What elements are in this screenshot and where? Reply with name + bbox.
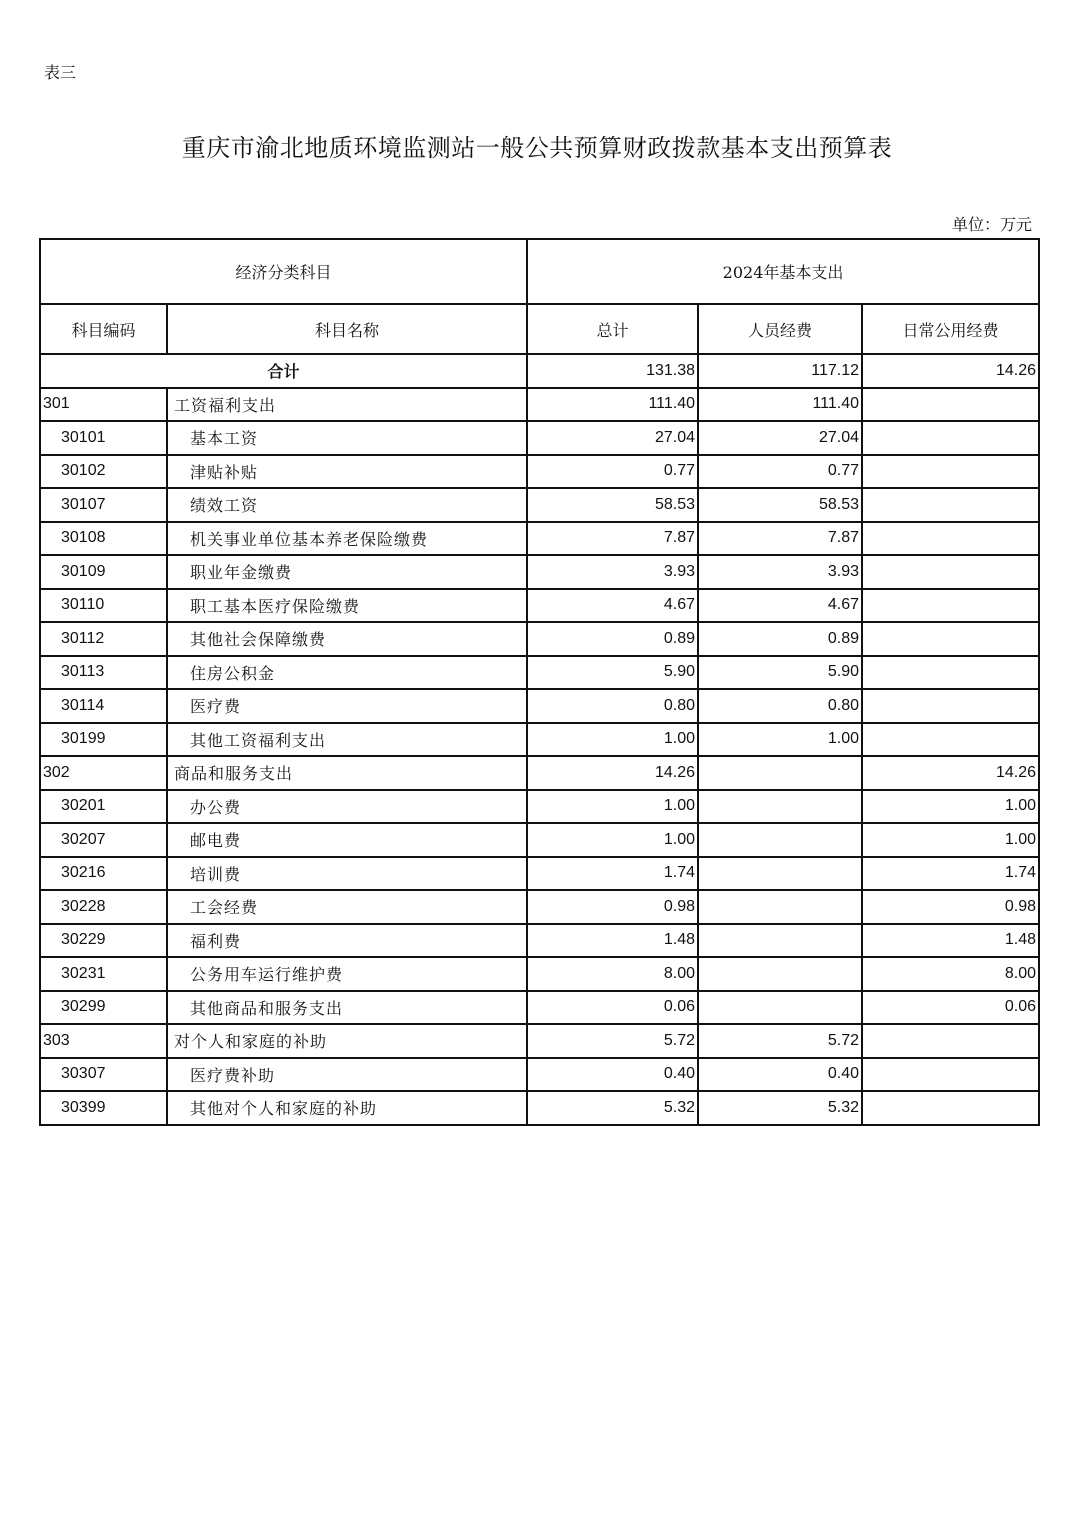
- row-total: 111.40: [527, 388, 698, 422]
- row-total: 0.80: [527, 689, 698, 723]
- row-personnel: 27.04: [698, 421, 862, 455]
- row-public: [862, 656, 1039, 690]
- row-total: 58.53: [527, 488, 698, 522]
- unit-note: 单位：万元: [951, 215, 1032, 234]
- table-row: [40, 890, 1039, 924]
- row-total: 1.74: [527, 857, 698, 891]
- row-code: 30108: [40, 522, 167, 556]
- row-name: 机关事业单位基本养老保险缴费: [167, 522, 527, 556]
- row-personnel: 58.53: [698, 488, 862, 522]
- table-row: [40, 823, 1039, 857]
- row-code: 30231: [40, 957, 167, 991]
- table-row: [40, 555, 1039, 589]
- header-name: 科目名称: [167, 304, 527, 354]
- header-public: 日常公用经费: [862, 304, 1039, 354]
- row-code: 30114: [40, 689, 167, 723]
- row-name: 对个人和家庭的补助: [167, 1024, 527, 1058]
- row-total: 4.67: [527, 589, 698, 623]
- row-personnel: 3.93: [698, 555, 862, 589]
- row-public: [862, 689, 1039, 723]
- row-code: 30228: [40, 890, 167, 924]
- row-personnel: 5.32: [698, 1091, 862, 1125]
- row-public: [862, 488, 1039, 522]
- budget-table: [39, 238, 1040, 1126]
- row-personnel: 1.00: [698, 723, 862, 757]
- row-personnel: [698, 823, 862, 857]
- table-row: [40, 723, 1039, 757]
- row-personnel: [698, 890, 862, 924]
- table-row: [40, 421, 1039, 455]
- row-public: [862, 522, 1039, 556]
- row-name: 医疗费: [167, 689, 527, 723]
- row-personnel: [698, 924, 862, 958]
- row-code: 30399: [40, 1091, 167, 1125]
- row-total: 8.00: [527, 957, 698, 991]
- table-row: [40, 656, 1039, 690]
- row-public: [862, 622, 1039, 656]
- row-total: 1.00: [527, 823, 698, 857]
- row-code: 30207: [40, 823, 167, 857]
- row-code: 301: [40, 388, 167, 422]
- row-code: 30102: [40, 455, 167, 489]
- header-econ-class: 经济分类科目: [40, 239, 527, 304]
- row-public: [862, 455, 1039, 489]
- row-code: 303: [40, 1024, 167, 1058]
- row-code: 30299: [40, 991, 167, 1025]
- row-personnel: [698, 991, 862, 1025]
- row-code: 30101: [40, 421, 167, 455]
- row-public: [862, 723, 1039, 757]
- table-row: [40, 756, 1039, 790]
- row-personnel: 0.77: [698, 455, 862, 489]
- row-public: 0.06: [862, 991, 1039, 1025]
- row-public: 8.00: [862, 957, 1039, 991]
- table-row: [40, 522, 1039, 556]
- row-name: 绩效工资: [167, 488, 527, 522]
- row-personnel: [698, 790, 862, 824]
- header-year-expense: 2024年基本支出: [527, 239, 1039, 304]
- row-code: 30201: [40, 790, 167, 824]
- row-code: 30216: [40, 857, 167, 891]
- row-code: 30113: [40, 656, 167, 690]
- row-name: 福利费: [167, 924, 527, 958]
- row-public: [862, 1091, 1039, 1125]
- row-name: 商品和服务支出: [167, 756, 527, 790]
- row-personnel: 5.90: [698, 656, 862, 690]
- row-public: 14.26: [862, 756, 1039, 790]
- row-name: 津贴补贴: [167, 455, 527, 489]
- header-code: 科目编码: [40, 304, 167, 354]
- row-personnel: [698, 857, 862, 891]
- row-code: 30229: [40, 924, 167, 958]
- row-personnel: 4.67: [698, 589, 862, 623]
- total-total: 131.38: [527, 354, 698, 388]
- row-name: 公务用车运行维护费: [167, 957, 527, 991]
- row-name: 办公费: [167, 790, 527, 824]
- row-public: 1.74: [862, 857, 1039, 891]
- table-row: [40, 1058, 1039, 1092]
- row-total: 1.48: [527, 924, 698, 958]
- row-personnel: 7.87: [698, 522, 862, 556]
- row-code: 30112: [40, 622, 167, 656]
- page-title: 重庆市渝北地质环境监测站一般公共预算财政拨款基本支出预算表: [181, 134, 893, 162]
- row-total: 0.40: [527, 1058, 698, 1092]
- row-public: 0.98: [862, 890, 1039, 924]
- row-name: 邮电费: [167, 823, 527, 857]
- table-row: [40, 388, 1039, 422]
- row-name: 其他对个人和家庭的补助: [167, 1091, 527, 1125]
- table-row: [40, 1091, 1039, 1125]
- row-name: 职工基本医疗保险缴费: [167, 589, 527, 623]
- row-name: 工会经费: [167, 890, 527, 924]
- row-name: 医疗费补助: [167, 1058, 527, 1092]
- row-personnel: 0.40: [698, 1058, 862, 1092]
- row-public: [862, 1024, 1039, 1058]
- row-name: 培训费: [167, 857, 527, 891]
- row-total: 0.06: [527, 991, 698, 1025]
- header-row-columns: [40, 304, 1039, 354]
- total-personnel: 117.12: [698, 354, 862, 388]
- total-row: [40, 354, 1039, 388]
- row-name: 职业年金缴费: [167, 555, 527, 589]
- row-total: 3.93: [527, 555, 698, 589]
- row-total: 14.26: [527, 756, 698, 790]
- row-public: [862, 1058, 1039, 1092]
- header-personnel: 人员经费: [698, 304, 862, 354]
- table-row: [40, 622, 1039, 656]
- row-total: 5.72: [527, 1024, 698, 1058]
- header-total: 总计: [527, 304, 698, 354]
- row-total: 0.89: [527, 622, 698, 656]
- row-total: 7.87: [527, 522, 698, 556]
- row-total: 1.00: [527, 723, 698, 757]
- row-public: 1.00: [862, 790, 1039, 824]
- row-code: 30109: [40, 555, 167, 589]
- row-personnel: 111.40: [698, 388, 862, 422]
- table-row: [40, 857, 1039, 891]
- table-row: [40, 488, 1039, 522]
- row-public: [862, 388, 1039, 422]
- row-personnel: 5.72: [698, 1024, 862, 1058]
- row-total: 5.90: [527, 656, 698, 690]
- table-row: [40, 1024, 1039, 1058]
- row-public: [862, 589, 1039, 623]
- row-name: 其他工资福利支出: [167, 723, 527, 757]
- row-public: [862, 555, 1039, 589]
- row-code: 30307: [40, 1058, 167, 1092]
- row-total: 0.77: [527, 455, 698, 489]
- row-name: 工资福利支出: [167, 388, 527, 422]
- table-row: [40, 689, 1039, 723]
- row-public: [862, 421, 1039, 455]
- total-public: 14.26: [862, 354, 1039, 388]
- row-personnel: [698, 756, 862, 790]
- row-code: 30107: [40, 488, 167, 522]
- table-row: [40, 957, 1039, 991]
- row-total: 0.98: [527, 890, 698, 924]
- row-personnel: [698, 957, 862, 991]
- row-total: 27.04: [527, 421, 698, 455]
- table-row: [40, 455, 1039, 489]
- row-personnel: 0.80: [698, 689, 862, 723]
- row-personnel: 0.89: [698, 622, 862, 656]
- table-row: [40, 589, 1039, 623]
- table-row: [40, 991, 1039, 1025]
- row-total: 1.00: [527, 790, 698, 824]
- row-public: 1.48: [862, 924, 1039, 958]
- table-number: 表三: [44, 63, 77, 82]
- header-row-top: [40, 239, 1039, 304]
- row-name: 住房公积金: [167, 656, 527, 690]
- row-name: 基本工资: [167, 421, 527, 455]
- table-row: [40, 924, 1039, 958]
- row-total: 5.32: [527, 1091, 698, 1125]
- total-label: 合计: [40, 354, 527, 388]
- row-public: 1.00: [862, 823, 1039, 857]
- row-code: 30199: [40, 723, 167, 757]
- table-row: [40, 790, 1039, 824]
- row-code: 302: [40, 756, 167, 790]
- row-name: 其他商品和服务支出: [167, 991, 527, 1025]
- row-name: 其他社会保障缴费: [167, 622, 527, 656]
- row-code: 30110: [40, 589, 167, 623]
